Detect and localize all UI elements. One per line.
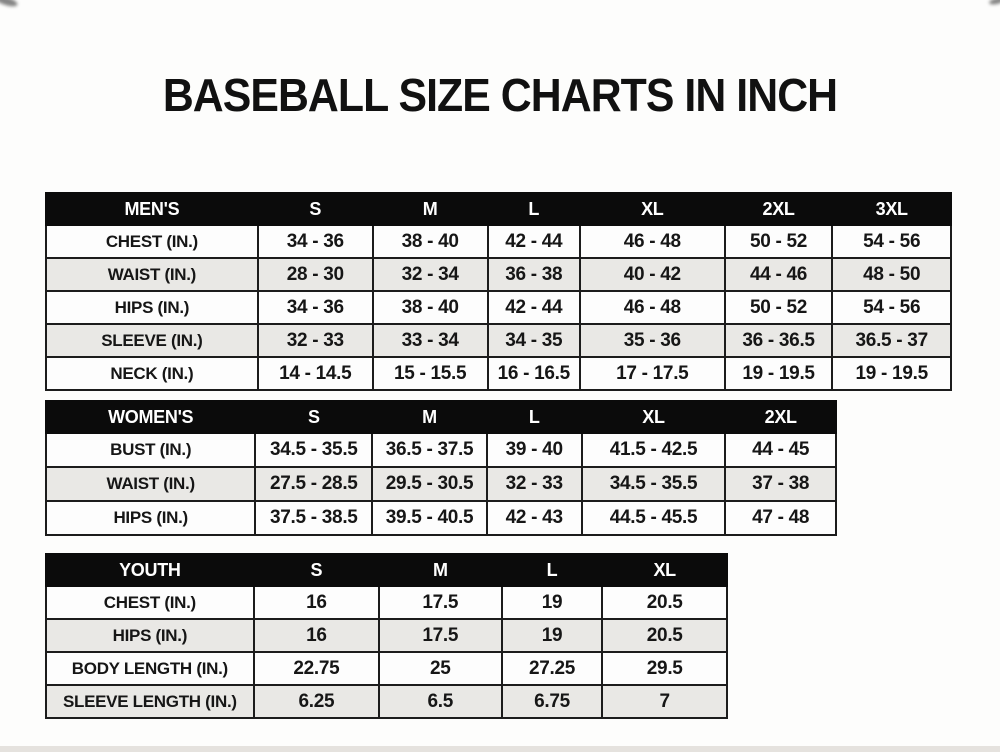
table-row [46,258,951,291]
size-value-cell: 17.5 [379,586,502,619]
size-value-cell: 42 - 44 [488,291,580,324]
row-label-cell: BODY LENGTH (IN.) [46,652,254,685]
size-value-cell: 6.75 [502,685,603,718]
table-row [46,652,727,685]
scan-artifact-top-left [0,0,19,9]
size-value-cell: 19 - 19.5 [832,357,951,390]
size-value-cell: 36.5 - 37.5 [372,433,487,467]
size-value-cell: 19 [502,586,603,619]
size-value-cell: 7 [602,685,727,718]
table-row [46,501,836,535]
table-row [46,324,951,357]
size-value-cell: 34 - 35 [488,324,580,357]
size-value-cell: 33 - 34 [373,324,488,357]
row-label-cell: WAIST (IN.) [46,258,258,291]
size-header-cell: M [373,193,488,225]
row-label-cell: WAIST (IN.) [46,467,255,501]
size-value-cell: 22.75 [254,652,379,685]
size-header-cell: 3XL [832,193,951,225]
size-value-cell: 20.5 [602,619,727,652]
size-value-cell: 46 - 48 [580,225,725,258]
table-row [46,586,727,619]
table-row [46,357,951,390]
size-value-cell: 36 - 36.5 [725,324,833,357]
table-title-cell: WOMEN'S [46,401,255,433]
size-value-cell: 29.5 - 30.5 [372,467,487,501]
size-value-cell: 19 [502,619,603,652]
size-header-cell: XL [580,193,725,225]
size-value-cell: 15 - 15.5 [373,357,488,390]
table-title-cell: MEN'S [46,193,258,225]
size-value-cell: 14 - 14.5 [258,357,373,390]
size-value-cell: 40 - 42 [580,258,725,291]
row-label-cell: HIPS (IN.) [46,291,258,324]
row-label-cell: CHEST (IN.) [46,586,254,619]
table-row [46,619,727,652]
size-header-cell: 2XL [725,193,833,225]
size-value-cell: 16 [254,586,379,619]
size-value-cell: 32 - 33 [487,467,582,501]
header-row [46,193,951,225]
size-value-cell: 29.5 [602,652,727,685]
size-header-cell: L [502,554,603,586]
size-header-cell: M [379,554,502,586]
scan-artifact-top-right [989,0,1000,6]
size-value-cell: 34 - 36 [258,225,373,258]
table-title-cell: YOUTH [46,554,254,586]
size-value-cell: 47 - 48 [725,501,836,535]
scan-artifact-bottom-edge [0,746,1000,752]
size-value-cell: 32 - 33 [258,324,373,357]
size-value-cell: 27.25 [502,652,603,685]
table-row [46,433,836,467]
mens-size-table [45,192,952,391]
size-value-cell: 41.5 - 42.5 [582,433,726,467]
table-row [46,225,951,258]
size-value-cell: 37.5 - 38.5 [255,501,372,535]
size-value-cell: 46 - 48 [580,291,725,324]
size-value-cell: 44.5 - 45.5 [582,501,726,535]
size-value-cell: 38 - 40 [373,291,488,324]
size-value-cell: 39.5 - 40.5 [372,501,487,535]
size-value-cell: 54 - 56 [832,225,951,258]
size-value-cell: 37 - 38 [725,467,836,501]
row-label-cell: HIPS (IN.) [46,619,254,652]
size-value-cell: 34.5 - 35.5 [255,433,372,467]
row-label-cell: CHEST (IN.) [46,225,258,258]
size-value-cell: 42 - 43 [487,501,582,535]
header-row [46,554,727,586]
womens-size-table [45,400,837,536]
table-row [46,291,951,324]
size-value-cell: 6.25 [254,685,379,718]
size-header-cell: S [255,401,372,433]
size-value-cell: 6.5 [379,685,502,718]
size-value-cell: 17 - 17.5 [580,357,725,390]
size-value-cell: 42 - 44 [488,225,580,258]
size-value-cell: 39 - 40 [487,433,582,467]
size-value-cell: 27.5 - 28.5 [255,467,372,501]
size-value-cell: 50 - 52 [725,225,833,258]
header-row [46,401,836,433]
size-header-cell: XL [582,401,726,433]
table-row [46,467,836,501]
size-value-cell: 32 - 34 [373,258,488,291]
size-value-cell: 44 - 46 [725,258,833,291]
size-header-cell: XL [602,554,727,586]
size-value-cell: 16 [254,619,379,652]
table-row [46,685,727,718]
size-header-cell: L [488,193,580,225]
size-value-cell: 17.5 [379,619,502,652]
size-value-cell: 19 - 19.5 [725,357,833,390]
size-value-cell: 35 - 36 [580,324,725,357]
size-value-cell: 54 - 56 [832,291,951,324]
row-label-cell: HIPS (IN.) [46,501,255,535]
size-value-cell: 36.5 - 37 [832,324,951,357]
size-value-cell: 38 - 40 [373,225,488,258]
row-label-cell: NECK (IN.) [46,357,258,390]
size-value-cell: 34.5 - 35.5 [582,467,726,501]
size-value-cell: 36 - 38 [488,258,580,291]
size-header-cell: 2XL [725,401,836,433]
youth-size-table [45,553,728,719]
size-value-cell: 28 - 30 [258,258,373,291]
size-header-cell: S [254,554,379,586]
row-label-cell: SLEEVE LENGTH (IN.) [46,685,254,718]
size-header-cell: M [372,401,487,433]
size-value-cell: 50 - 52 [725,291,833,324]
row-label-cell: BUST (IN.) [46,433,255,467]
row-label-cell: SLEEVE (IN.) [46,324,258,357]
size-header-cell: L [487,401,582,433]
size-value-cell: 44 - 45 [725,433,836,467]
size-value-cell: 16 - 16.5 [488,357,580,390]
size-value-cell: 25 [379,652,502,685]
size-value-cell: 48 - 50 [832,258,951,291]
size-value-cell: 20.5 [602,586,727,619]
size-value-cell: 34 - 36 [258,291,373,324]
page-title: BASEBALL SIZE CHARTS IN INCH [162,69,838,121]
size-header-cell: S [258,193,373,225]
